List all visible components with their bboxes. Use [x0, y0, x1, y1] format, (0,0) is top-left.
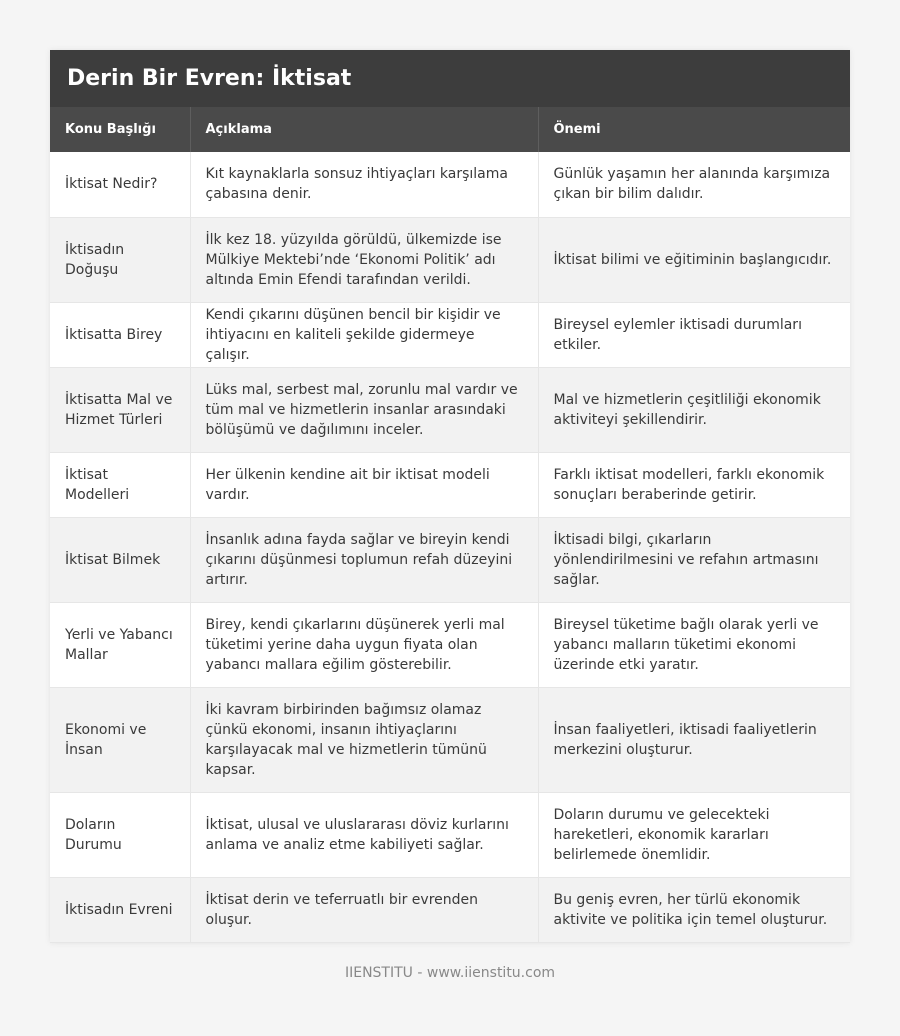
cell-topic: Ekonomi ve İnsan: [50, 687, 190, 792]
table-card: [50, 50, 850, 943]
table-row: [50, 792, 850, 877]
cell-importance: Bireysel eylemler iktisadi durumları etkiler.: [538, 302, 850, 367]
table-row: [50, 517, 850, 602]
table-row: [50, 602, 850, 687]
cell-topic: İktisadın Doğuşu: [50, 217, 190, 302]
cell-importance: İnsan faaliyetleri, iktisadi faaliyetlerin merkezini oluşturur.: [538, 687, 850, 792]
cell-topic: İktisatta Birey: [50, 302, 190, 367]
cell-description: İnsanlık adına fayda sağlar ve bireyin kendi çıkarını düşünmesi toplumun refah düzeyini artırır.: [190, 517, 538, 602]
cell-description: Lüks mal, serbest mal, zorunlu mal vardır ve tüm mal ve hizmetlerin insanlar arasındaki bölüşümü ve dağılımını inceler.: [190, 367, 538, 452]
table-row: [50, 452, 850, 517]
cell-importance: Günlük yaşamın her alanında karşımıza çıkan bir bilim dalıdır.: [538, 152, 850, 217]
cell-topic: İktisat Bilmek: [50, 517, 190, 602]
cell-importance: Doların durumu ve gelecekteki hareketleri, ekonomik kararları belirlemede önemlidir.: [538, 792, 850, 877]
table-row: [50, 217, 850, 302]
page-title: Derin Bir Evren: İktisat: [50, 50, 850, 107]
cell-description: Kıt kaynaklarla sonsuz ihtiyaçları karşılama çabasına denir.: [190, 152, 538, 217]
table-row: [50, 152, 850, 217]
cell-importance: İktisat bilimi ve eğitiminin başlangıcıdır.: [538, 217, 850, 302]
cell-topic: İktisat Modelleri: [50, 452, 190, 517]
cell-description: İktisat derin ve teferruatlı bir evrenden oluşur.: [190, 877, 538, 942]
cell-topic: Doların Durumu: [50, 792, 190, 877]
cell-description: Kendi çıkarını düşünen bencil bir kişidir ve ihtiyacını en kaliteli şekilde gidermeye çalışır.: [190, 302, 538, 367]
cell-topic: İktisat Nedir?: [50, 152, 190, 217]
cell-importance: Farklı iktisat modelleri, farklı ekonomik sonuçları beraberinde getirir.: [538, 452, 850, 517]
cell-importance: Bu geniş evren, her türlü ekonomik aktivite ve politika için temel oluşturur.: [538, 877, 850, 942]
table-row: [50, 687, 850, 792]
cell-importance: Mal ve hizmetlerin çeşitliliği ekonomik aktiviteyi şekillendirir.: [538, 367, 850, 452]
cell-description: Birey, kendi çıkarlarını düşünerek yerli mal tüketimi yerine daha uygun fiyata olan yabancı mallara eğilim gösterebilir.: [190, 602, 538, 687]
column-header-topic: Konu Başlığı: [50, 107, 190, 152]
column-header-description: Açıklama: [190, 107, 538, 152]
cell-description: Her ülkenin kendine ait bir iktisat modeli vardır.: [190, 452, 538, 517]
cell-topic: İktisadın Evreni: [50, 877, 190, 942]
cell-description: İlk kez 18. yüzyılda görüldü, ülkemizde ise Mülkiye Mektebi’nde ‘Ekonomi Politik’ adı altında Emin Efendi tarafından verildi.: [190, 217, 538, 302]
data-table: [50, 107, 850, 943]
cell-importance: Bireysel tüketime bağlı olarak yerli ve yabancı malların tüketimi ekonomi üzerinde etki yaratır.: [538, 602, 850, 687]
table-row: [50, 367, 850, 452]
table-row: [50, 877, 850, 942]
table-row: [50, 302, 850, 367]
cell-description: İki kavram birbirinden bağımsız olamaz çünkü ekonomi, insanın ihtiyaçlarını karşılayacak mal ve hizmetlerin tümünü kapsar.: [190, 687, 538, 792]
header-row: [50, 107, 850, 152]
footer-credit: IIENSTITU - www.iienstitu.com: [344, 965, 556, 981]
cell-description: İktisat, ulusal ve uluslararası döviz kurlarını anlama ve analiz etme kabiliyeti sağlar.: [190, 792, 538, 877]
cell-topic: Yerli ve Yabancı Mallar: [50, 602, 190, 687]
column-header-importance: Önemi: [553, 122, 601, 137]
cell-importance: İktisadi bilgi, çıkarların yönlendirilmesini ve refahın artmasını sağlar.: [538, 517, 850, 602]
cell-topic: İktisatta Mal ve Hizmet Türleri: [50, 367, 190, 452]
